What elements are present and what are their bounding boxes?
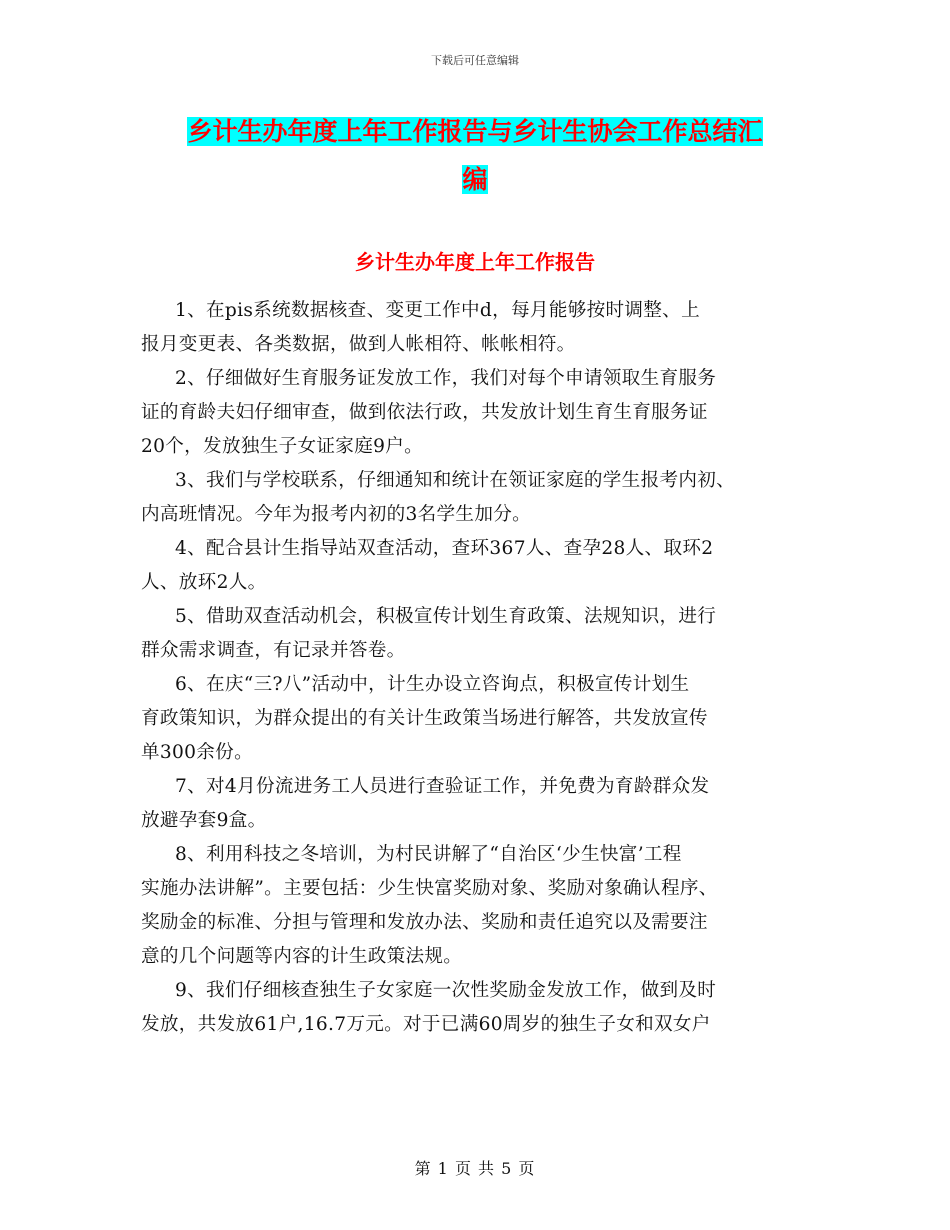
paragraph-7 — [141, 770, 813, 838]
paragraph-3 — [141, 464, 813, 532]
document-title — [0, 108, 950, 204]
paragraph-9 — [141, 974, 813, 1042]
paragraph-line: 奖励金的标准、分担与管理和发放办法、奖励和责任追究以及需要注 — [141, 912, 708, 933]
body-content — [141, 294, 813, 1042]
paragraph-line: 证的育龄夫妇仔细审查，做到依法行政，共发放计划生育生育服务证 — [141, 402, 708, 423]
paragraph-line: 实施办法讲解”。主要包括：少生快富奖励对象、奖励对象确认程序、 — [141, 878, 718, 899]
paragraph-line: 内高班情况。今年为报考内初的3名学生加分。 — [141, 504, 532, 525]
paragraph-line: 20个，发放独生子女证家庭9户。 — [141, 436, 424, 457]
paragraph-line: 1、在pis系统数据核查、变更工作中d，每月能够按时调整、上 — [175, 300, 700, 321]
paragraph-line: 报月变更表、各类数据，做到人帐相符、帐帐相符。 — [141, 334, 576, 355]
paragraph-line: 育政策知识，为群众提出的有关计生政策当场进行解答，共发放宣传 — [141, 708, 708, 729]
paragraph-6 — [141, 668, 813, 770]
paragraph-line: 发放，共发放61户,16.7万元。对于已满60周岁的独生子女和双女户 — [141, 1014, 711, 1035]
paragraph-line: 3、我们与学校联系，仔细通知和统计在领证家庭的学生报考内初、 — [175, 470, 736, 491]
paragraph-1 — [141, 294, 813, 362]
paragraph-line: 7、对4月份流进务工人员进行查验证工作，并免费为育龄群众发 — [175, 776, 710, 797]
page-number: 第 1 页 共 5 页 — [414, 1159, 536, 1178]
paragraph-line: 8、利用科技之冬培训，为村民讲解了“自治区‘少生快富’工程 — [175, 844, 682, 865]
paragraph-line: 意的几个问题等内容的计生政策法规。 — [141, 946, 463, 967]
document-title-line1: 乡计生办年度上年工作报告与乡计生协会工作总结汇 — [187, 117, 763, 146]
paragraph-line: 单300余份。 — [141, 742, 253, 763]
paragraph-4 — [141, 532, 813, 600]
paragraph-line: 9、我们仔细核查独生子女家庭一次性奖励金发放工作，做到及时 — [175, 980, 717, 1001]
paragraph-2 — [141, 362, 813, 464]
paragraph-line: 人、放环2人。 — [141, 572, 267, 593]
paragraph-line: 群众需求调查，有记录并答卷。 — [141, 640, 406, 661]
document-title-line2: 编 — [462, 165, 488, 194]
paragraph-line: 4、配合县计生指导站双查活动，查环367人、查孕28人、取环2 — [175, 538, 714, 559]
paragraph-line: 放避孕套9盒。 — [141, 810, 267, 831]
paragraph-8 — [141, 838, 813, 974]
header-note: 下载后可任意编辑 — [431, 54, 519, 67]
section-title: 乡计生办年度上年工作报告 — [355, 250, 595, 274]
paragraph-line: 2、仔细做好生育服务证发放工作，我们对每个申请领取生育服务 — [175, 368, 717, 389]
paragraph-line: 6、在庆“三?八”活动中，计生办设立咨询点，积极宣传计划生 — [175, 674, 690, 695]
paragraph-line: 5、借助双查活动机会，积极宣传计划生育政策、法规知识，进行 — [175, 606, 717, 627]
paragraph-5 — [141, 600, 813, 668]
